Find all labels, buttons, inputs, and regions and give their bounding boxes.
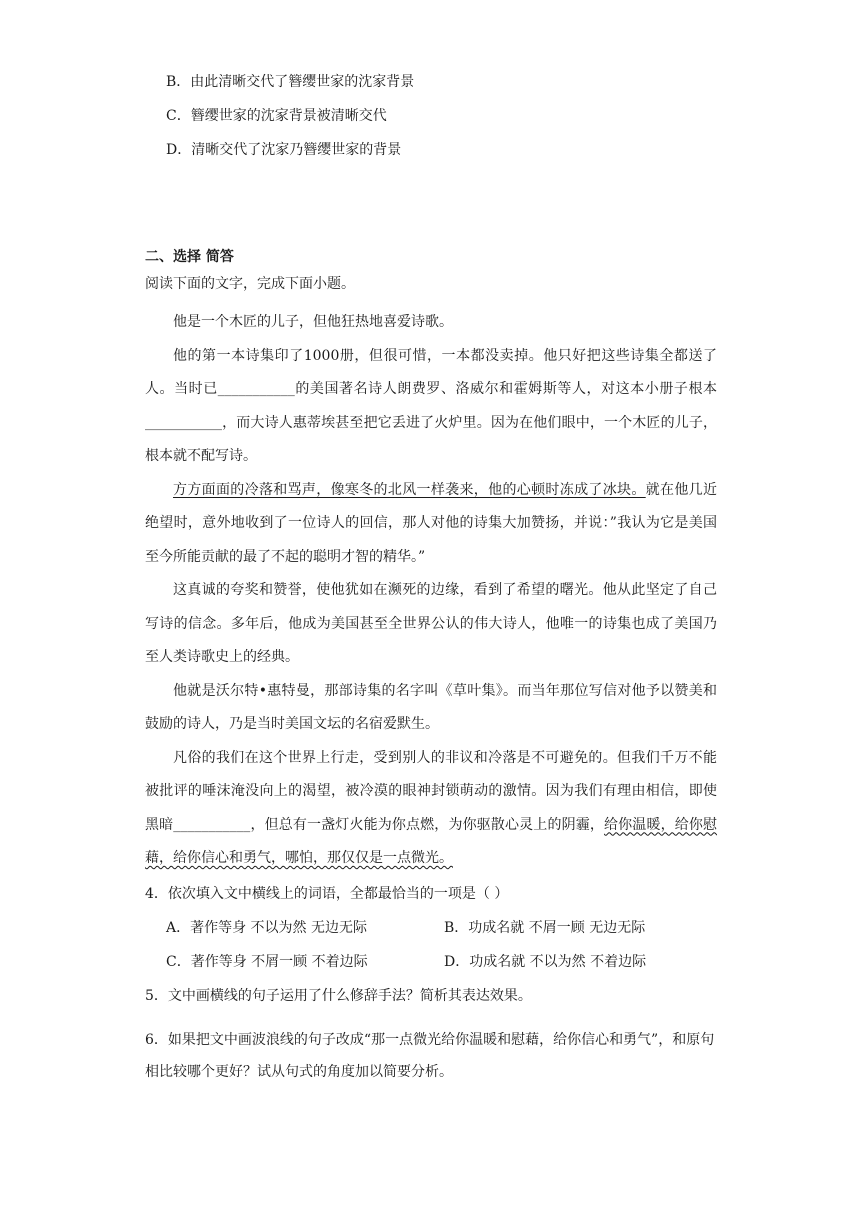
question-4: 4．依次填入文中横线上的词语，全都最恰当的一项是（ ） [145, 886, 509, 902]
passage-text: 他是一个木匠的儿子，但他狂热地喜爱诗歌。 [173, 314, 453, 330]
section-intro: 阅读下面的文字，完成下面小题。 [145, 276, 355, 292]
q4-option-b: B．功成名就 不屑一顾 无边无际 [444, 920, 646, 936]
passage-paragraph-4 [145, 574, 717, 675]
passage-text: ，但总有一盏灯火能为你点燃，为你驱散心灵上的阴霾， [250, 816, 605, 833]
passage-text: 凡俗的我们在这个世界上行走，受到别人的非议和冷落是不可避免的。但我们千万不能被批评的唾沫淹没向上的渴望，被冷漠的眼神封锁萌动的激情。因为我们有理由相信，即使黑暗 [145, 749, 717, 833]
blank-1: ___________ [217, 381, 295, 397]
q4-option-d: D．功成名就 不以为然 不着边际 [444, 954, 647, 970]
question-6: 6．如果把文中画波浪线的句子改成“那一点微光给你温暖和慰藉，给你信心和勇气”，和原句相比较哪个更好？试从句式的角度加以简要分析。 [145, 1032, 715, 1080]
passage-text: 就在他几近绝望时，意外地收到了一位诗人的回信，那人对他的诗集大加赞扬，并说：”我认为它是美国至今所能贡献的最了不起的聪明才智的精华。” [145, 481, 718, 565]
passage-paragraph-1 [145, 306, 717, 340]
passage-text: 这真诚的夸奖和赞誉，使他犹如在濒死的边缘，看到了希望的曙光。他从此坚定了自己写诗的信念。多年后，他成为美国甚至全世界公认的伟大诗人，他唯一的诗集也成了美国乃至人类诗歌史上的经典。 [145, 582, 717, 665]
passage-text: 他的第一本诗集印了1000册，但很可惜，一本都没卖掉。他只好把这些诗集全都送了人。当时已 [145, 347, 717, 397]
underlined-sentence: 方方面面的冷落和骂声，像寒冬的北风一样袭来，他的心顿时冻成了冰块。 [173, 481, 646, 498]
passage-text: ，而大诗人惠蒂埃甚至把它丢进了火炉里。因为在他们眼中，一个木匠的儿子，根本就不配写诗。 [145, 414, 717, 464]
q4-option-a: A．著作等身 不以为然 无边无际 [166, 920, 368, 936]
prev-option-c: C．簪缨世家的沈家背景被清晰交代 [166, 108, 387, 124]
passage-paragraph-2 [145, 340, 717, 474]
question-5: 5．文中画横线的句子运用了什么修辞手法？简析其表达效果。 [145, 988, 532, 1004]
passage-paragraph-3 [145, 474, 717, 575]
blank-2: ___________ [145, 414, 222, 431]
passage-text: 他就是沃尔特•惠特曼，那部诗集的名字叫《草叶集》。而当年那位写信对他予以赞美和鼓励的诗人，乃是当时美国文坛的名宿爱默生。 [145, 682, 717, 732]
wavy-underlined-sentence: 给你温暖，给你慰藉，给你信心和勇气，哪怕，那仅仅是一点微光。 [145, 816, 718, 866]
reading-passage [145, 306, 717, 876]
passage-paragraph-5 [145, 675, 717, 742]
prev-option-d: D．清晰交代了沈家乃簪缨世家的背景 [166, 142, 402, 158]
passage-paragraph-6 [145, 742, 717, 876]
prev-option-b: B．由此清晰交代了簪缨世家的沈家背景 [166, 74, 415, 90]
q4-option-c: C．著作等身 不屑一顾 不着边际 [166, 954, 368, 970]
section-title: 二、选择 简答 [145, 249, 234, 265]
passage-text: 的美国著名诗人朗费罗、洛威尔和霍姆斯等人，对这本小册子根本 [294, 381, 718, 397]
blank-3: ___________ [173, 816, 251, 833]
